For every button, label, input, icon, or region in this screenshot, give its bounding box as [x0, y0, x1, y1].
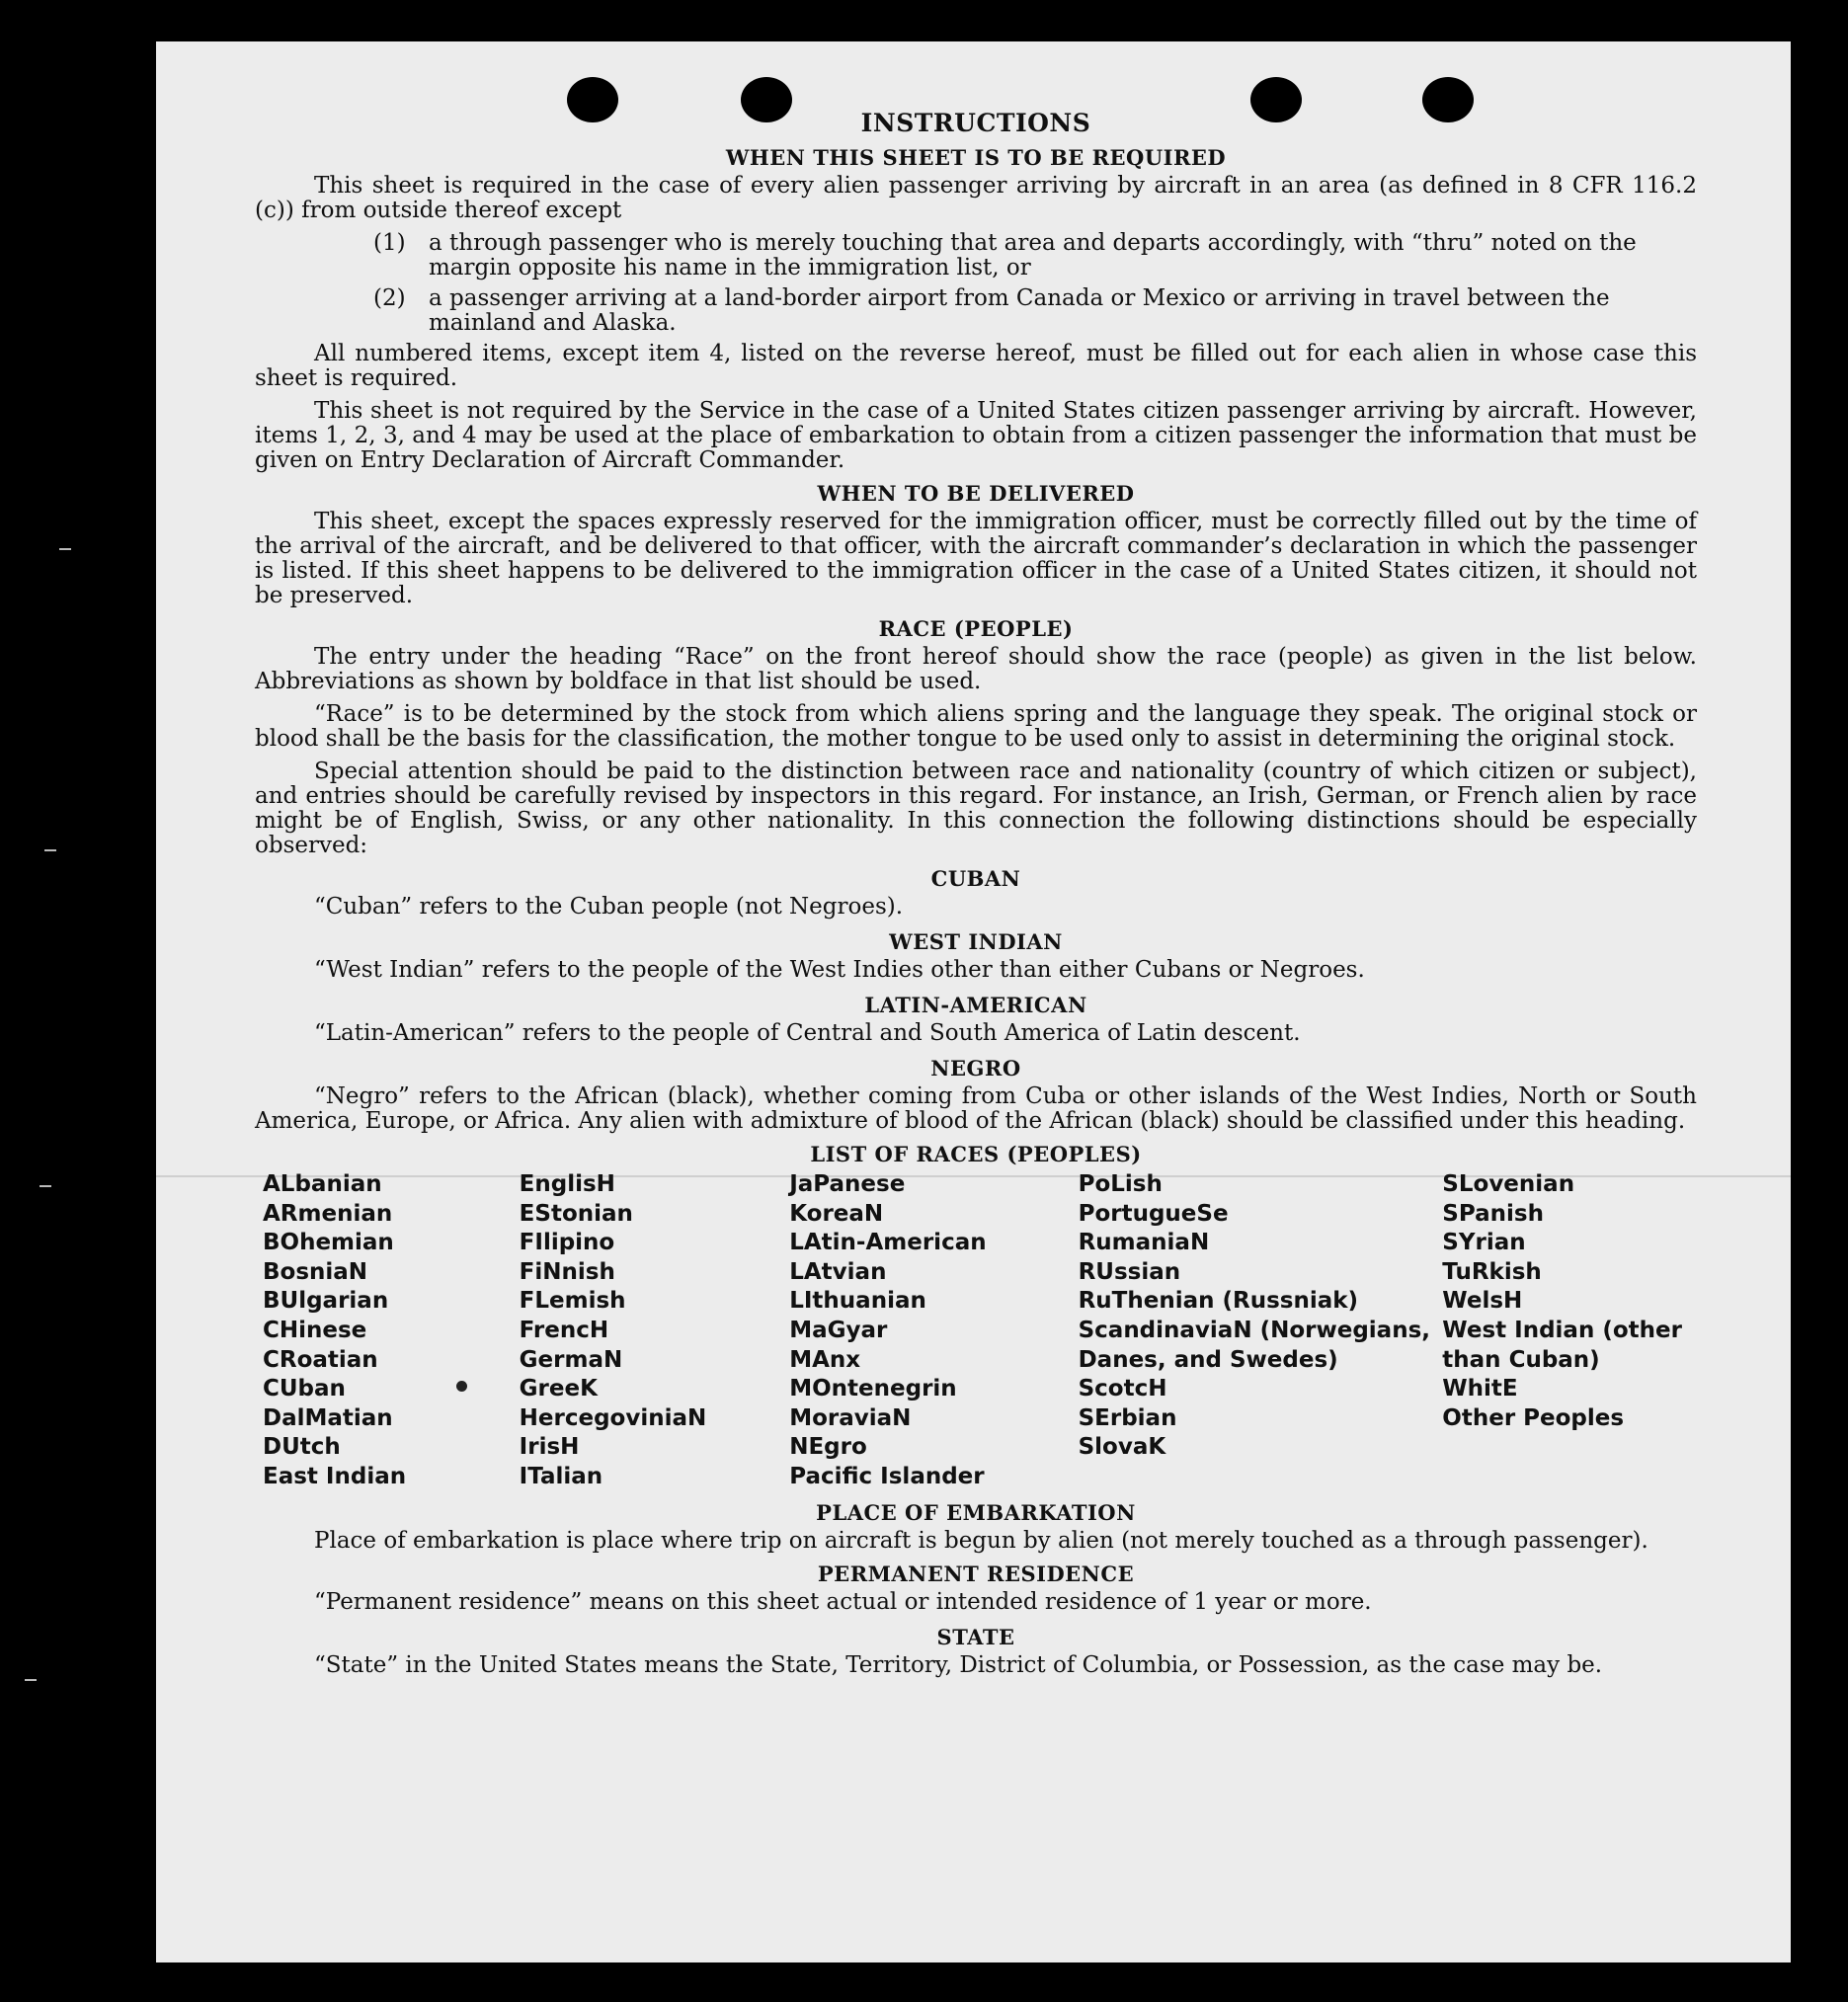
- paragraph: Place of embarkation is place where trip on aircraft is begun by alien (not merely touched as a through passenger).: [314, 1527, 1648, 1554]
- race-entry: FIlipino: [519, 1230, 615, 1256]
- race-entry: CUban: [263, 1376, 346, 1402]
- list-text: a passenger arriving at a land-border airport from Canada or Mexico or arriving in travel between the mainland and Alaska.: [429, 285, 1610, 336]
- race-column: [1079, 1170, 1443, 1492]
- section-heading: RACE (PEOPLE): [878, 616, 1074, 641]
- race-entry: SLovenian: [1442, 1171, 1575, 1197]
- race-entry: TuRkish: [1442, 1258, 1542, 1285]
- race-entry: MaGyar: [789, 1317, 888, 1343]
- paragraph: “State” in the United States means the State, Territory, District of Columbia, or Possession, as the case may be.: [314, 1651, 1603, 1678]
- race-entry: DUtch: [263, 1434, 341, 1461]
- race-entry: FLemish: [519, 1288, 626, 1315]
- race-entry: WhitE: [1442, 1376, 1518, 1402]
- section-heading: PERMANENT RESIDENCE: [817, 1561, 1135, 1586]
- paragraph: “West Indian” refers to the people of the West Indies other than either Cubans or Negroes.: [314, 957, 1365, 983]
- race-column: [1442, 1170, 1697, 1492]
- page-title: INSTRUCTIONS: [860, 109, 1091, 137]
- margin-mark: [40, 1185, 51, 1187]
- race-entry: ScotcH: [1078, 1376, 1167, 1402]
- race-entry: BOhemian: [263, 1230, 394, 1256]
- race-entry: Other Peoples: [1442, 1404, 1625, 1431]
- section-heading: WHEN THIS SHEET IS TO BE REQUIRED: [725, 145, 1227, 170]
- race-entry: NEgro: [789, 1434, 867, 1461]
- list-item: [255, 286, 1697, 336]
- list-number: (1): [373, 230, 406, 256]
- race-entry: RUssian: [1078, 1258, 1181, 1285]
- race-entry: DalMatian: [263, 1404, 393, 1431]
- race-entry: ITalian: [519, 1463, 603, 1489]
- race-entry: KoreaN: [789, 1200, 884, 1227]
- paragraph: This sheet, except the spaces expressly reserved for the immigration officer, must be correctly filled out by the time of the arrival of the aircraft, and be delivered to that officer, with the aircraft commander’s declaration in which the passenger is listed. If this sheet happens to be delivered to the immigration officer in the case of a United States citizen, it should not be preserved.: [255, 509, 1697, 608]
- section-heading: WHEN TO BE DELIVERED: [817, 481, 1135, 506]
- list-item: [255, 231, 1697, 280]
- race-entry: LAtvian: [789, 1258, 887, 1285]
- paragraph: “Latin-American” refers to the people of Central and South America of Latin descent.: [314, 1020, 1301, 1046]
- race-entry: WelsH: [1442, 1288, 1523, 1315]
- race-entry: EStonian: [519, 1200, 633, 1227]
- paragraph: All numbered items, except item 4, listed on the reverse hereof, must be filled out for each alien in whose case this sheet is required.: [255, 341, 1697, 391]
- paragraph: “Race” is to be determined by the stock from which aliens spring and the language they speak. The original stock or blood shall be the basis for the classification, the mother tongue to be used only to assist in determining the original stock.: [255, 701, 1697, 752]
- margin-mark: [44, 849, 56, 851]
- section-heading: LIST OF RACES (PEOPLES): [810, 1142, 1142, 1166]
- race-column: [520, 1170, 790, 1492]
- race-entry: MOntenegrin: [789, 1376, 957, 1402]
- race-entry: BUlgarian: [263, 1288, 389, 1315]
- race-entry: GreeK: [519, 1376, 598, 1402]
- race-entry: SYrian: [1442, 1230, 1526, 1256]
- section-heading: WEST INDIAN: [889, 929, 1063, 954]
- race-entry: RumaniaN: [1078, 1230, 1210, 1256]
- race-entry: RuThenian (Russniak): [1078, 1288, 1359, 1315]
- paragraph: “Permanent residence” means on this sheet actual or intended residence of 1 year or more.: [314, 1588, 1372, 1615]
- race-entry: SErbian: [1078, 1404, 1177, 1431]
- paragraph: This sheet is not required by the Service in the case of a United States citizen passenger arriving by aircraft. However, items 1, 2, 3, and 4 may be used at the place of embarkation to obtain from a citizen passenger the information that must be given on Entry Declaration of Aircraft Commander.: [255, 398, 1697, 473]
- section-heading: PLACE OF EMBARKATION: [816, 1499, 1136, 1525]
- list-text: a through passenger who is merely touching that area and departs accordingly, with “thru” noted on the margin opposite his name in the immigration list, or: [429, 230, 1637, 280]
- race-entry: BosniaN: [263, 1258, 368, 1285]
- paragraph: This sheet is required in the case of every alien passenger arriving by aircraft in an area (as defined in 8 CFR 116.2 (c)) from outside thereof except: [255, 173, 1697, 223]
- race-entry: East Indian: [263, 1463, 407, 1489]
- list-number: (2): [373, 285, 406, 311]
- section-heading: STATE: [936, 1624, 1015, 1649]
- race-entry: SPanish: [1442, 1200, 1544, 1227]
- section-heading: NEGRO: [930, 1056, 1021, 1081]
- paragraph: “Negro” refers to the African (black), whether coming from Cuba or other islands of the West Indies, North or South America, Europe, or Africa. Any alien with admixture of blood of the African (black) should be classified under this heading.: [255, 1083, 1697, 1134]
- race-entry: GermaN: [519, 1346, 623, 1373]
- race-entry: FrencH: [519, 1317, 609, 1343]
- race-entry: Pacific Islander: [789, 1463, 985, 1489]
- race-entry: SlovaK: [1078, 1434, 1166, 1461]
- paragraph: “Cuban” refers to the Cuban people (not Negroes).: [314, 894, 904, 920]
- race-column: [263, 1170, 520, 1492]
- race-entry: MoraviaN: [789, 1404, 912, 1431]
- race-entry: IrisH: [519, 1434, 580, 1461]
- paragraph: Special attention should be paid to the distinction between race and nationality (country of which citizen or subject), and entries should be carefully revised by inspectors in this regard. For instance, an Irish, German, or French alien by race might be of English, Swiss, or any other nationality. In this connection the following distinctions should be especially observed:: [255, 759, 1697, 858]
- race-entry: FiNnish: [519, 1258, 615, 1285]
- document-page: [156, 41, 1791, 1962]
- section-heading: LATIN-AMERICAN: [864, 993, 1087, 1017]
- race-entry: JaPanese: [789, 1171, 906, 1197]
- race-entry: ScandinaviaN (Norwegians, Danes, and Swedes): [1078, 1317, 1431, 1373]
- instructions-content: [255, 109, 1697, 1686]
- race-entry: ALbanian: [263, 1171, 382, 1197]
- margin-mark: [25, 1679, 37, 1681]
- race-entry: EnglisH: [519, 1171, 615, 1197]
- race-entry: HercegoviniaN: [519, 1404, 707, 1431]
- race-entry: CRoatian: [263, 1346, 378, 1373]
- race-entry: CHinese: [263, 1317, 367, 1343]
- race-entry: MAnx: [789, 1346, 861, 1373]
- race-entry: LAtin-American: [789, 1230, 987, 1256]
- race-entry: LIthuanian: [789, 1288, 926, 1315]
- race-entry: PortugueSe: [1078, 1200, 1229, 1227]
- race-column: [789, 1170, 1078, 1492]
- section-heading: CUBAN: [930, 866, 1021, 891]
- paragraph: The entry under the heading “Race” on the front hereof should show the race (people) as given in the list below. Abbreviations as shown by boldface in that list should be used.: [255, 644, 1697, 694]
- race-entry: PoLish: [1078, 1171, 1163, 1197]
- race-entry: West Indian (other than Cuban): [1442, 1317, 1682, 1373]
- race-entry: ARmenian: [263, 1200, 393, 1227]
- race-list: [263, 1170, 1697, 1492]
- margin-mark: [59, 548, 71, 550]
